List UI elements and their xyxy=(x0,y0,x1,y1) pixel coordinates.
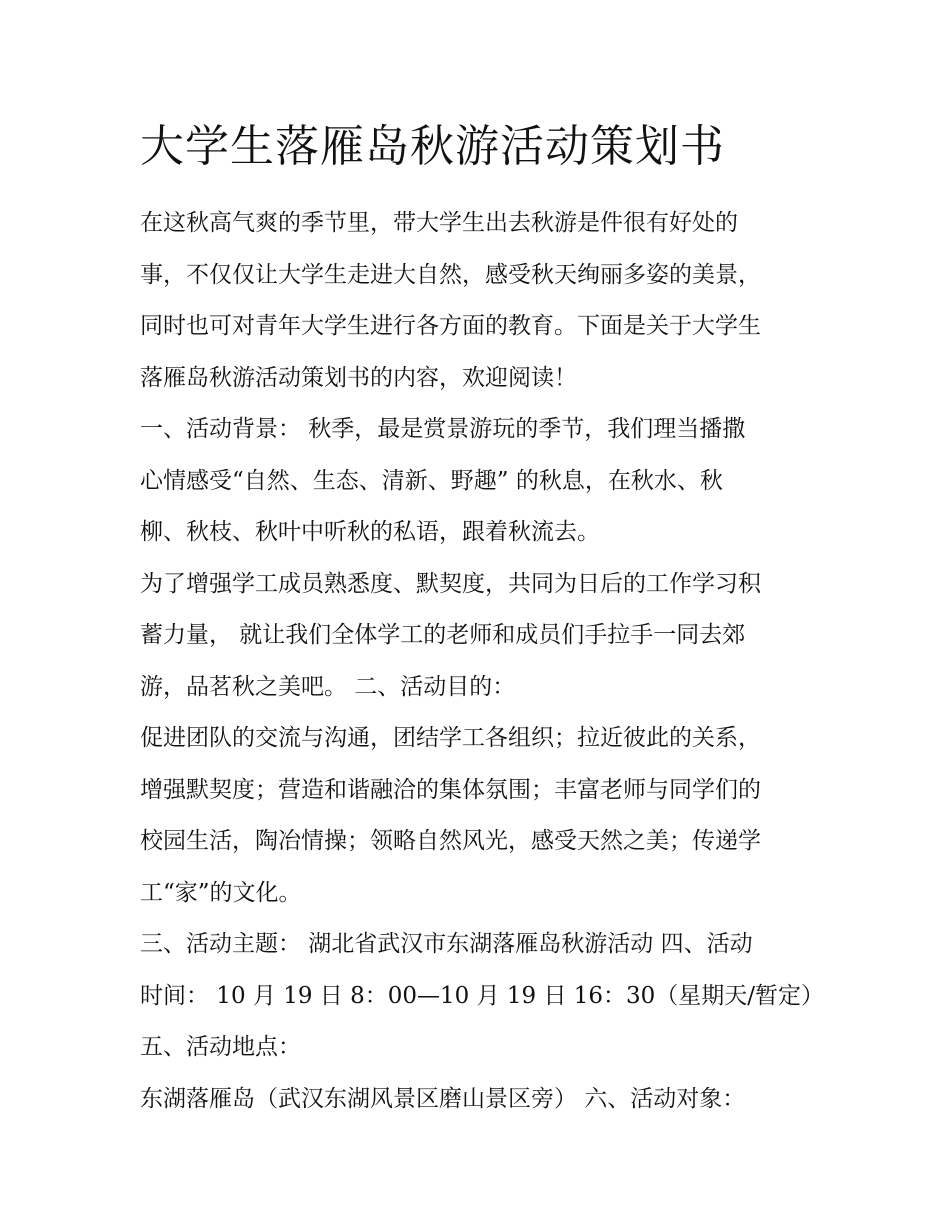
body-line: 一、活动背景： 秋季，最是赏景游玩的季节，我们理当播撒 xyxy=(140,416,746,442)
body-line: 事，不仅仅让大学生走进大自然，感受秋天绚丽多姿的美景， xyxy=(140,261,761,288)
body-line: 促进团队的交流与沟通，团结学工各组织；拉近彼此的关系， xyxy=(140,725,761,751)
body-line: 同时也可对青年大学生进行各方面的教育。下面是关于大学生 xyxy=(140,313,761,339)
body-line: 柳、秋枝、秋叶中听秋的私语，跟着秋流去。 xyxy=(140,519,600,545)
body-line: 心情感受“自然、生态、清新、野趣” 的秋息，在秋水、秋 xyxy=(140,467,723,494)
document-body xyxy=(140,198,825,1125)
body-line: 蓄力量， 就让我们全体学工的老师和成员们手拉手一同去郊 xyxy=(140,622,746,648)
body-line: 为了增强学工成员熟悉度、默契度，共同为日后的工作学习积 xyxy=(140,570,761,597)
document-title: 大学生落雁岛秋游活动策划书 xyxy=(140,121,725,172)
body-line: 工“家”的文化。 xyxy=(140,879,302,906)
body-line: 东湖落雁岛（武汉东湖风景区磨山景区旁） 六、活动对象： xyxy=(140,1085,746,1112)
body-line: 五、活动地点： xyxy=(140,1034,301,1060)
body-line: 校园生活，陶冶情操；领略自然风光，感受天然之美；传递学 xyxy=(140,828,761,854)
body-line: 游，品茗秋之美吧。 二、活动目的： xyxy=(140,673,516,700)
body-line: 三、活动主题： 湖北省武汉市东湖落雁岛秋游活动 四、活动 xyxy=(140,931,753,957)
body-line: 在这秋高气爽的季节里，带大学生出去秋游是件很有好处的 xyxy=(140,210,738,236)
body-line: 增强默契度；营造和谐融洽的集体氛围；丰富老师与同学们的 xyxy=(140,776,761,803)
body-line: 时间： 10 月 19 日 8：00—10 月 19 日 16：30（星期天/暂定） xyxy=(140,982,825,1009)
body-line: 落雁岛秋游活动策划书的内容，欢迎阅读！ xyxy=(140,364,577,391)
